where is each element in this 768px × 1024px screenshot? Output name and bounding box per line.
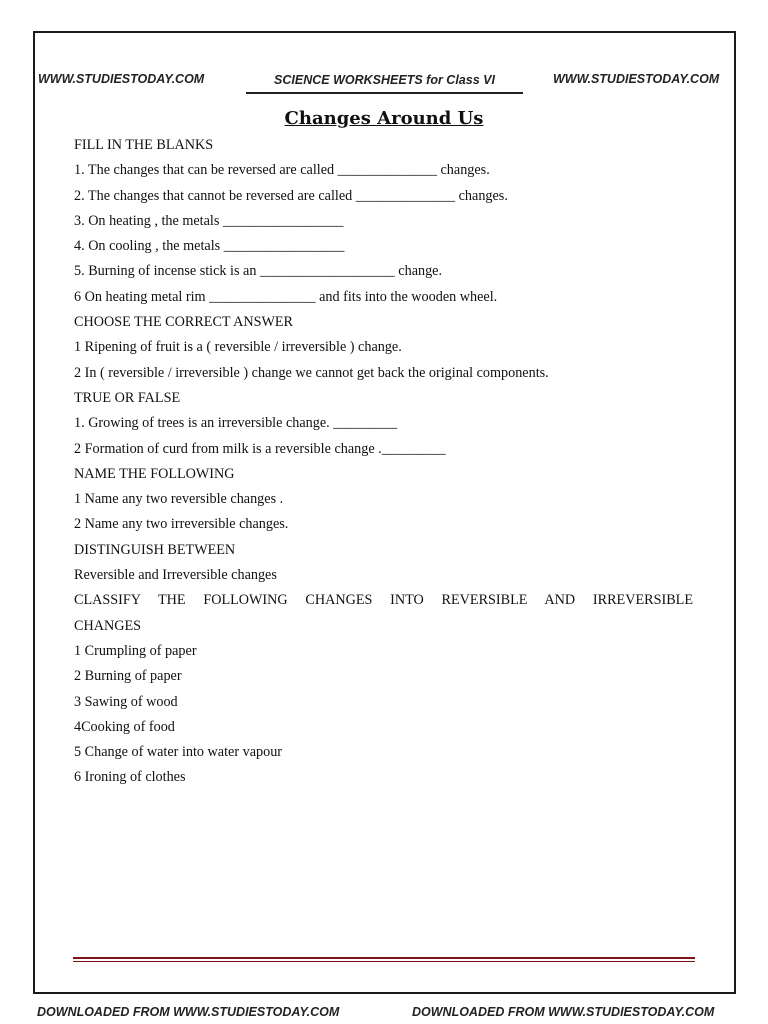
question-line: 4Cooking of food — [74, 718, 175, 735]
question-line: 2. The changes that cannot be reversed are called ______________ changes. — [74, 187, 508, 204]
section-heading: CLASSIFY THE FOLLOWING CHANGES INTO REVERSIBLE AND IRREVERSIBLE — [74, 592, 693, 609]
worksheet-content — [74, 133, 693, 791]
question-line: 3. On heating , the metals _________________ — [74, 212, 344, 229]
question-line: 2 Name any two irreversible changes. — [74, 516, 289, 533]
footer-left-text: DOWNLOADED FROM WWW.STUDIESTODAY.COM — [37, 1005, 340, 1019]
question-line: 2 Formation of curd from milk is a reversible change ._________ — [74, 440, 446, 457]
question-line: 5. Burning of incense stick is an ___________________ change. — [74, 263, 443, 280]
question-line: 3 Sawing of wood — [74, 693, 178, 710]
section-heading: CHANGES — [74, 617, 142, 634]
question-line: 1 Ripening of fruit is a ( reversible / irreversible ) change. — [74, 339, 402, 356]
question-line: 1 Crumpling of paper — [74, 642, 197, 659]
footer-rule — [73, 957, 695, 959]
header-center-subject: SCIENCE WORKSHEETS — [274, 73, 423, 87]
section-heading: NAME THE FOLLOWING — [74, 465, 235, 482]
question-line: 4. On cooling , the metals _________________ — [74, 238, 345, 255]
header-right-url: WWW.STUDIESTODAY.COM — [553, 72, 720, 86]
worksheet-title: Changes Around Us — [284, 108, 484, 129]
question-line: 1 Name any two reversible changes . — [74, 491, 284, 508]
section-heading: DISTINGUISH BETWEEN — [74, 541, 236, 558]
question-line: Reversible and Irreversible changes — [74, 567, 277, 584]
section-heading: TRUE OR FALSE — [74, 389, 181, 406]
header-center-class: for Class VI — [426, 73, 495, 87]
footer-rule — [73, 961, 695, 962]
section-heading: CHOOSE THE CORRECT ANSWER — [74, 314, 294, 331]
question-line: 2 Burning of paper — [74, 668, 182, 685]
question-line: 6 Ironing of clothes — [74, 769, 186, 786]
footer-right-text: DOWNLOADED FROM WWW.STUDIESTODAY.COM — [412, 1005, 715, 1019]
question-line: 1. The changes that can be reversed are called ______________ changes. — [74, 162, 490, 179]
header-underline — [246, 92, 523, 94]
header-center — [246, 73, 523, 87]
section-heading: FILL IN THE BLANKS — [74, 137, 214, 153]
question-line: 2 In ( reversible / irreversible ) change we cannot get back the original components. — [74, 364, 549, 381]
header-left-url: WWW.STUDIESTODAY.COM — [38, 72, 205, 86]
question-line: 1. Growing of trees is an irreversible change. _________ — [74, 415, 398, 432]
question-line: 6 On heating metal rim _______________ and fits into the wooden wheel. — [74, 288, 498, 305]
question-line: 5 Change of water into water vapour — [74, 744, 283, 761]
